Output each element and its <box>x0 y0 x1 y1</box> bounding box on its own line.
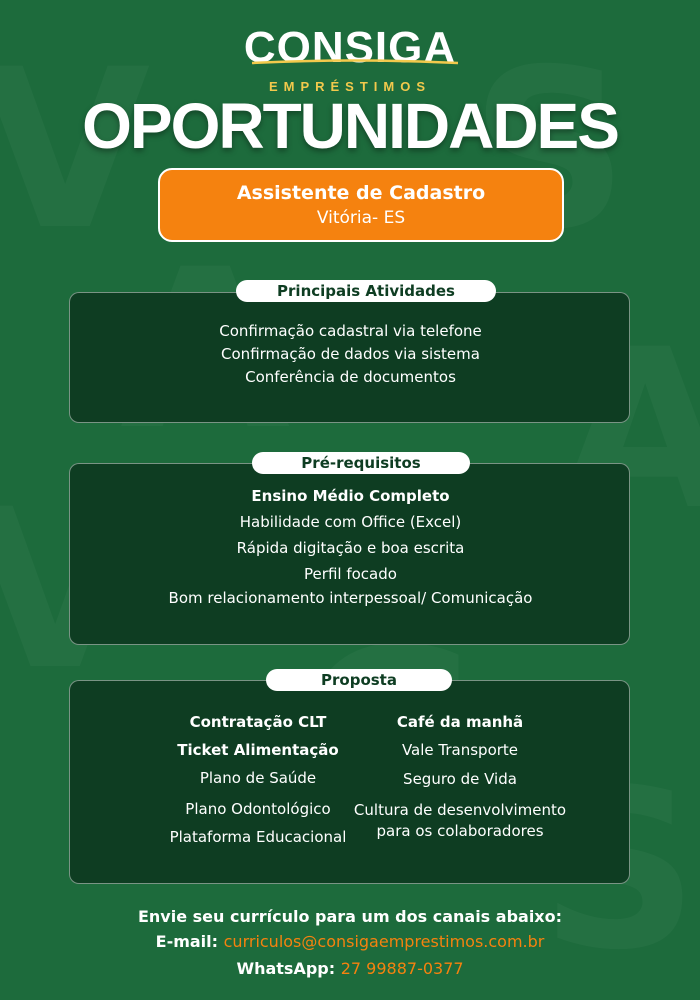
job-title-box <box>158 168 564 242</box>
requirements-panel <box>69 463 630 645</box>
list-item: Rápida digitação e boa escrita <box>236 539 465 557</box>
activities-panel <box>69 292 630 423</box>
brand-subtitle: EMPRÉSTIMOS <box>268 79 432 94</box>
requirements-heading: Pré-requisitos <box>252 452 470 474</box>
whatsapp-label: WhatsApp: <box>236 959 336 978</box>
list-item: Ensino Médio Completo <box>251 487 450 505</box>
list-item: Cultura de desenvolvimento <box>353 801 567 819</box>
list-item: para os colaboradores <box>376 822 544 840</box>
page-title: OPORTUNIDADES <box>82 90 618 162</box>
list-item: Café da manhã <box>396 713 524 731</box>
footer-whatsapp-line <box>0 958 700 980</box>
list-item: Seguro de Vida <box>403 770 517 788</box>
whatsapp-link[interactable]: 27 99887-0377 <box>340 959 464 978</box>
email-label: E-mail: <box>155 932 219 951</box>
list-item: Ticket Alimentação <box>177 741 339 759</box>
list-item: Confirmação cadastral via telefone <box>219 322 482 340</box>
activities-heading: Principais Atividades <box>236 280 496 302</box>
list-item: Contratação CLT <box>189 713 327 731</box>
proposal-panel <box>69 680 630 884</box>
footer-intro: Envie seu currículo para um dos canais abaixo: <box>137 907 563 926</box>
footer-email-line <box>0 931 700 953</box>
job-location: Vitória- ES <box>316 208 406 228</box>
list-item: Conferência de documentos <box>245 368 456 386</box>
list-item: Habilidade com Office (Excel) <box>239 513 462 531</box>
proposal-heading: Proposta <box>266 669 452 691</box>
logo-swoosh-icon <box>250 59 460 65</box>
list-item: Plano de Saúde <box>199 769 317 787</box>
list-item: Plataforma Educacional <box>169 828 347 846</box>
list-item: Plano Odontológico <box>185 800 331 818</box>
job-title: Assistente de Cadastro <box>236 182 486 204</box>
list-item: Vale Transporte <box>401 741 519 759</box>
list-item: Perfil focado <box>304 565 397 583</box>
brand-name: CONSIGA <box>243 23 457 72</box>
list-item: Bom relacionamento interpessoal/ Comunicação <box>168 589 533 607</box>
list-item: Confirmação de dados via sistema <box>221 345 480 363</box>
email-link[interactable]: curriculos@consigaemprestimos.com.br <box>223 932 545 951</box>
brand-logo <box>0 23 700 94</box>
